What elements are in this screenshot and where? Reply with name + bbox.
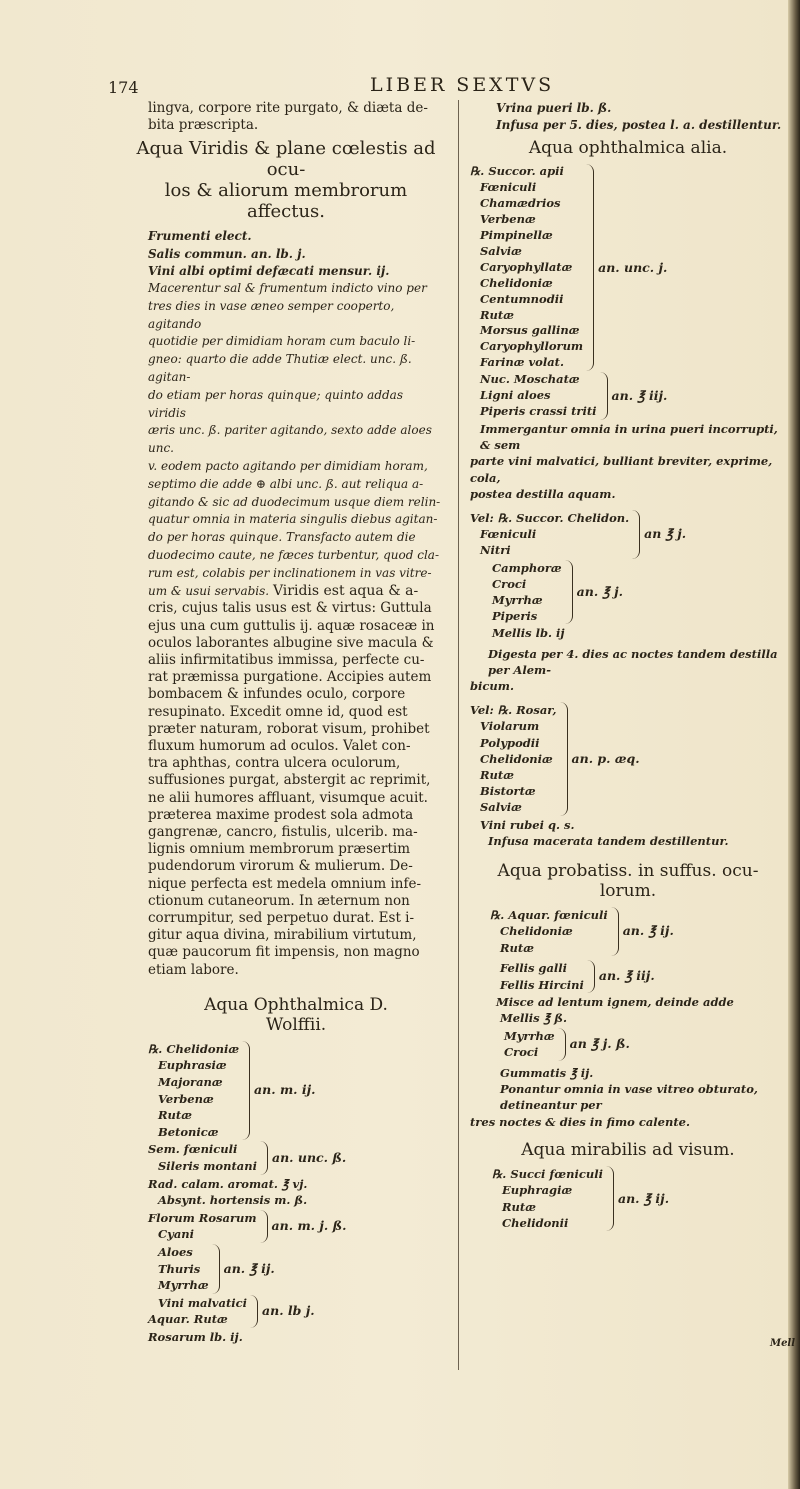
section-title: Aqua Ophthalmica D. Wolffii. <box>204 994 388 1035</box>
column-divider <box>458 100 459 1370</box>
brace-icon <box>242 1041 250 1141</box>
brace-icon <box>606 1166 614 1231</box>
page-number: 174 <box>108 78 139 97</box>
left-column <box>136 100 444 1346</box>
section-title: Aqua ophthalmica alia. <box>528 138 728 159</box>
brace-icon <box>632 510 640 559</box>
brace-icon <box>260 1210 268 1243</box>
brace-icon <box>212 1244 220 1294</box>
section-title: Aqua probatiss. in suffus. ocu- lorum. <box>497 860 759 901</box>
running-head: LIBER SEXTVS <box>370 74 555 96</box>
section-title: Aqua Viridis & plane cœlestis ad ocu- los & aliorum membrorum affectus. <box>136 138 436 223</box>
preparation-paragraph: Macerentur sal & frumentum indicto vino per tres dies in vase æneo semper cooperto, agitando quotidie per dimidiam horam cum baculo li- gneo: quarto die adde Thutiæ elect. unc. ß. agitan- do etiam per horas quinque; quinto addas viridis æris unc. ß. pariter agitando, sexto adde aloes unc. v. eodem pacto agitando per dimidiam horam, septimo die adde ⊕ albi unc. ß. aut reliqua a- gitando & sic ad duodecimum usque diem relin- quatur omnia in materia singulis diebus agitan- do per horas quinque. Transfacto autem die duodecimo caute, ne fæces turbentur, quod cla- rum est, colabis per inclinationem in vas vitre- um & usui servabis. Viridis est aqua & a- <box>148 281 441 599</box>
brace-icon <box>565 560 573 625</box>
recipe-mirabilis: ℞. Succi fœniculi Euphragiæ Rutæ Chelidonii an. ℥ ij. <box>492 1167 670 1230</box>
urine-line: Vrina pueri lb. ß. Infusa per 5. dies, postea l. a. destillentur. <box>496 101 782 133</box>
catchword: Mell <box>770 1338 796 1349</box>
book-spine-shadow <box>788 0 800 1489</box>
brace-icon <box>587 960 595 993</box>
brace-icon <box>600 372 608 420</box>
recipe-ophthalmica-alia: ℞. Succor. apii Fœniculi Chamædrios Verbenæ Pimpinellæ Salviæ Caryophyllatæ Chelidoniæ Centumnodii Rutæ Morsus gallinæ Caryophyllorum Farinæ volat. an. unc. j. Nuc. Moschatæ Ligni aloes Piperis crassi triti an. ℥ iij. <box>470 164 668 418</box>
brace-icon <box>611 907 619 956</box>
recipe-variant-chelidon: Vel: ℞. Succor. Chelidon. Fœniculi Nitri an ℥ j. Camphoræ Croci Myrrhæ Piperis an. ℥ j. Mellis lb. ij Digesta per 4. dies ac noctes tandem destilla per Alem- bicum. <box>470 510 778 693</box>
recipe-suffusio: ℞. Aquar. fœniculi Chelidoniæ Rutæ an. ℥ ij. Fellis galli Fellis Hircini an. ℥ iij. Misce ad lentum ignem, deinde adde Mellis ℥ ß. Myrrhæ Croci an ℥ j. ß. Gummatis ℥ ij. Ponantur omnia in vase vitreo obturato, detineantur per tres noctes & dies in fimo calente. <box>470 907 758 1129</box>
brace-icon <box>560 702 568 815</box>
intro-line: bita præscripta. <box>148 117 259 134</box>
immersion-paragraph: Immergantur omnia in urina pueri incorrupti, & sem parte vini malvatici, bulliant breviter, exprime, cola, postea destilla aquam. <box>470 421 778 501</box>
brace-icon <box>260 1141 268 1174</box>
brace-icon <box>250 1295 258 1328</box>
brace-icon <box>558 1028 566 1061</box>
right-column <box>470 100 786 1232</box>
ingredient-list: Frumenti elect. Salis commun. an. lb. j. Vini albi optimi defæcati mensur. ij. <box>148 229 390 278</box>
section-title: Aqua mirabilis ad visum. <box>521 1140 735 1161</box>
intro-line: lingva, corpore rite purgato, & diæta de- <box>148 100 428 116</box>
virtues-paragraph: cris, cujus talis usus est & virtus: Guttula ejus una cum guttulis ij. aquæ rosaceæ in oculos laborantes albugine sive macula & aliis infirmitatibus immissa, perfecte cu- rat præmissa purgatione. Accipies autem bombacem & infundes oculo, corpore resupinato. Excedit omne id, quod est præter naturam, roborat visum, prohibet fluxum humorum ad oculos. Valet con- tra aphthas, contra ulcera oculorum, suffusiones purgat, abstergit ac reprimit, ne alii humores affluant, visumque acuit. præterea maxime prodest sola admota gangrenæ, cancro, fistulis, ulcerib. ma- lignis omnium membrorum præsertim pudendorum virorum & mulierum. De- nique perfecta est medela omnium infe- ctionum cutaneorum. In æternum non corrumpitur, sed perpetuo durat. Est i- gitur aqua divina, mirabilium virtutum, quæ paucorum fit impensis, non magno etiam labore. <box>148 600 435 978</box>
recipe-variant-rosar: Vel: ℞. Rosar, Violarum Polypodii Chelidoniæ Rutæ Bistortæ Salviæ an. p. æq. Vini rubei q. s. Infusa macerata tandem destillentur. <box>470 703 729 848</box>
brace-icon <box>586 164 594 371</box>
recipe-wolffii: ℞. Chelidoniæ Euphrasiæ Majoranæ Verbenæ Rutæ Betonicæ an. m. ij. Sem. fœniculi Sileris montani an. unc. ß. Rad. calam. aromat. ℥ vj. Absynt. hortensis m. ß. Florum Rosarum Cyani an. m. j. ß. Aloes Thuris Myrrhæ an. ℥ ij. Vini malvatici Aquar. Rutæ an. lb j. Rosarum lb. ij. <box>148 1041 347 1344</box>
